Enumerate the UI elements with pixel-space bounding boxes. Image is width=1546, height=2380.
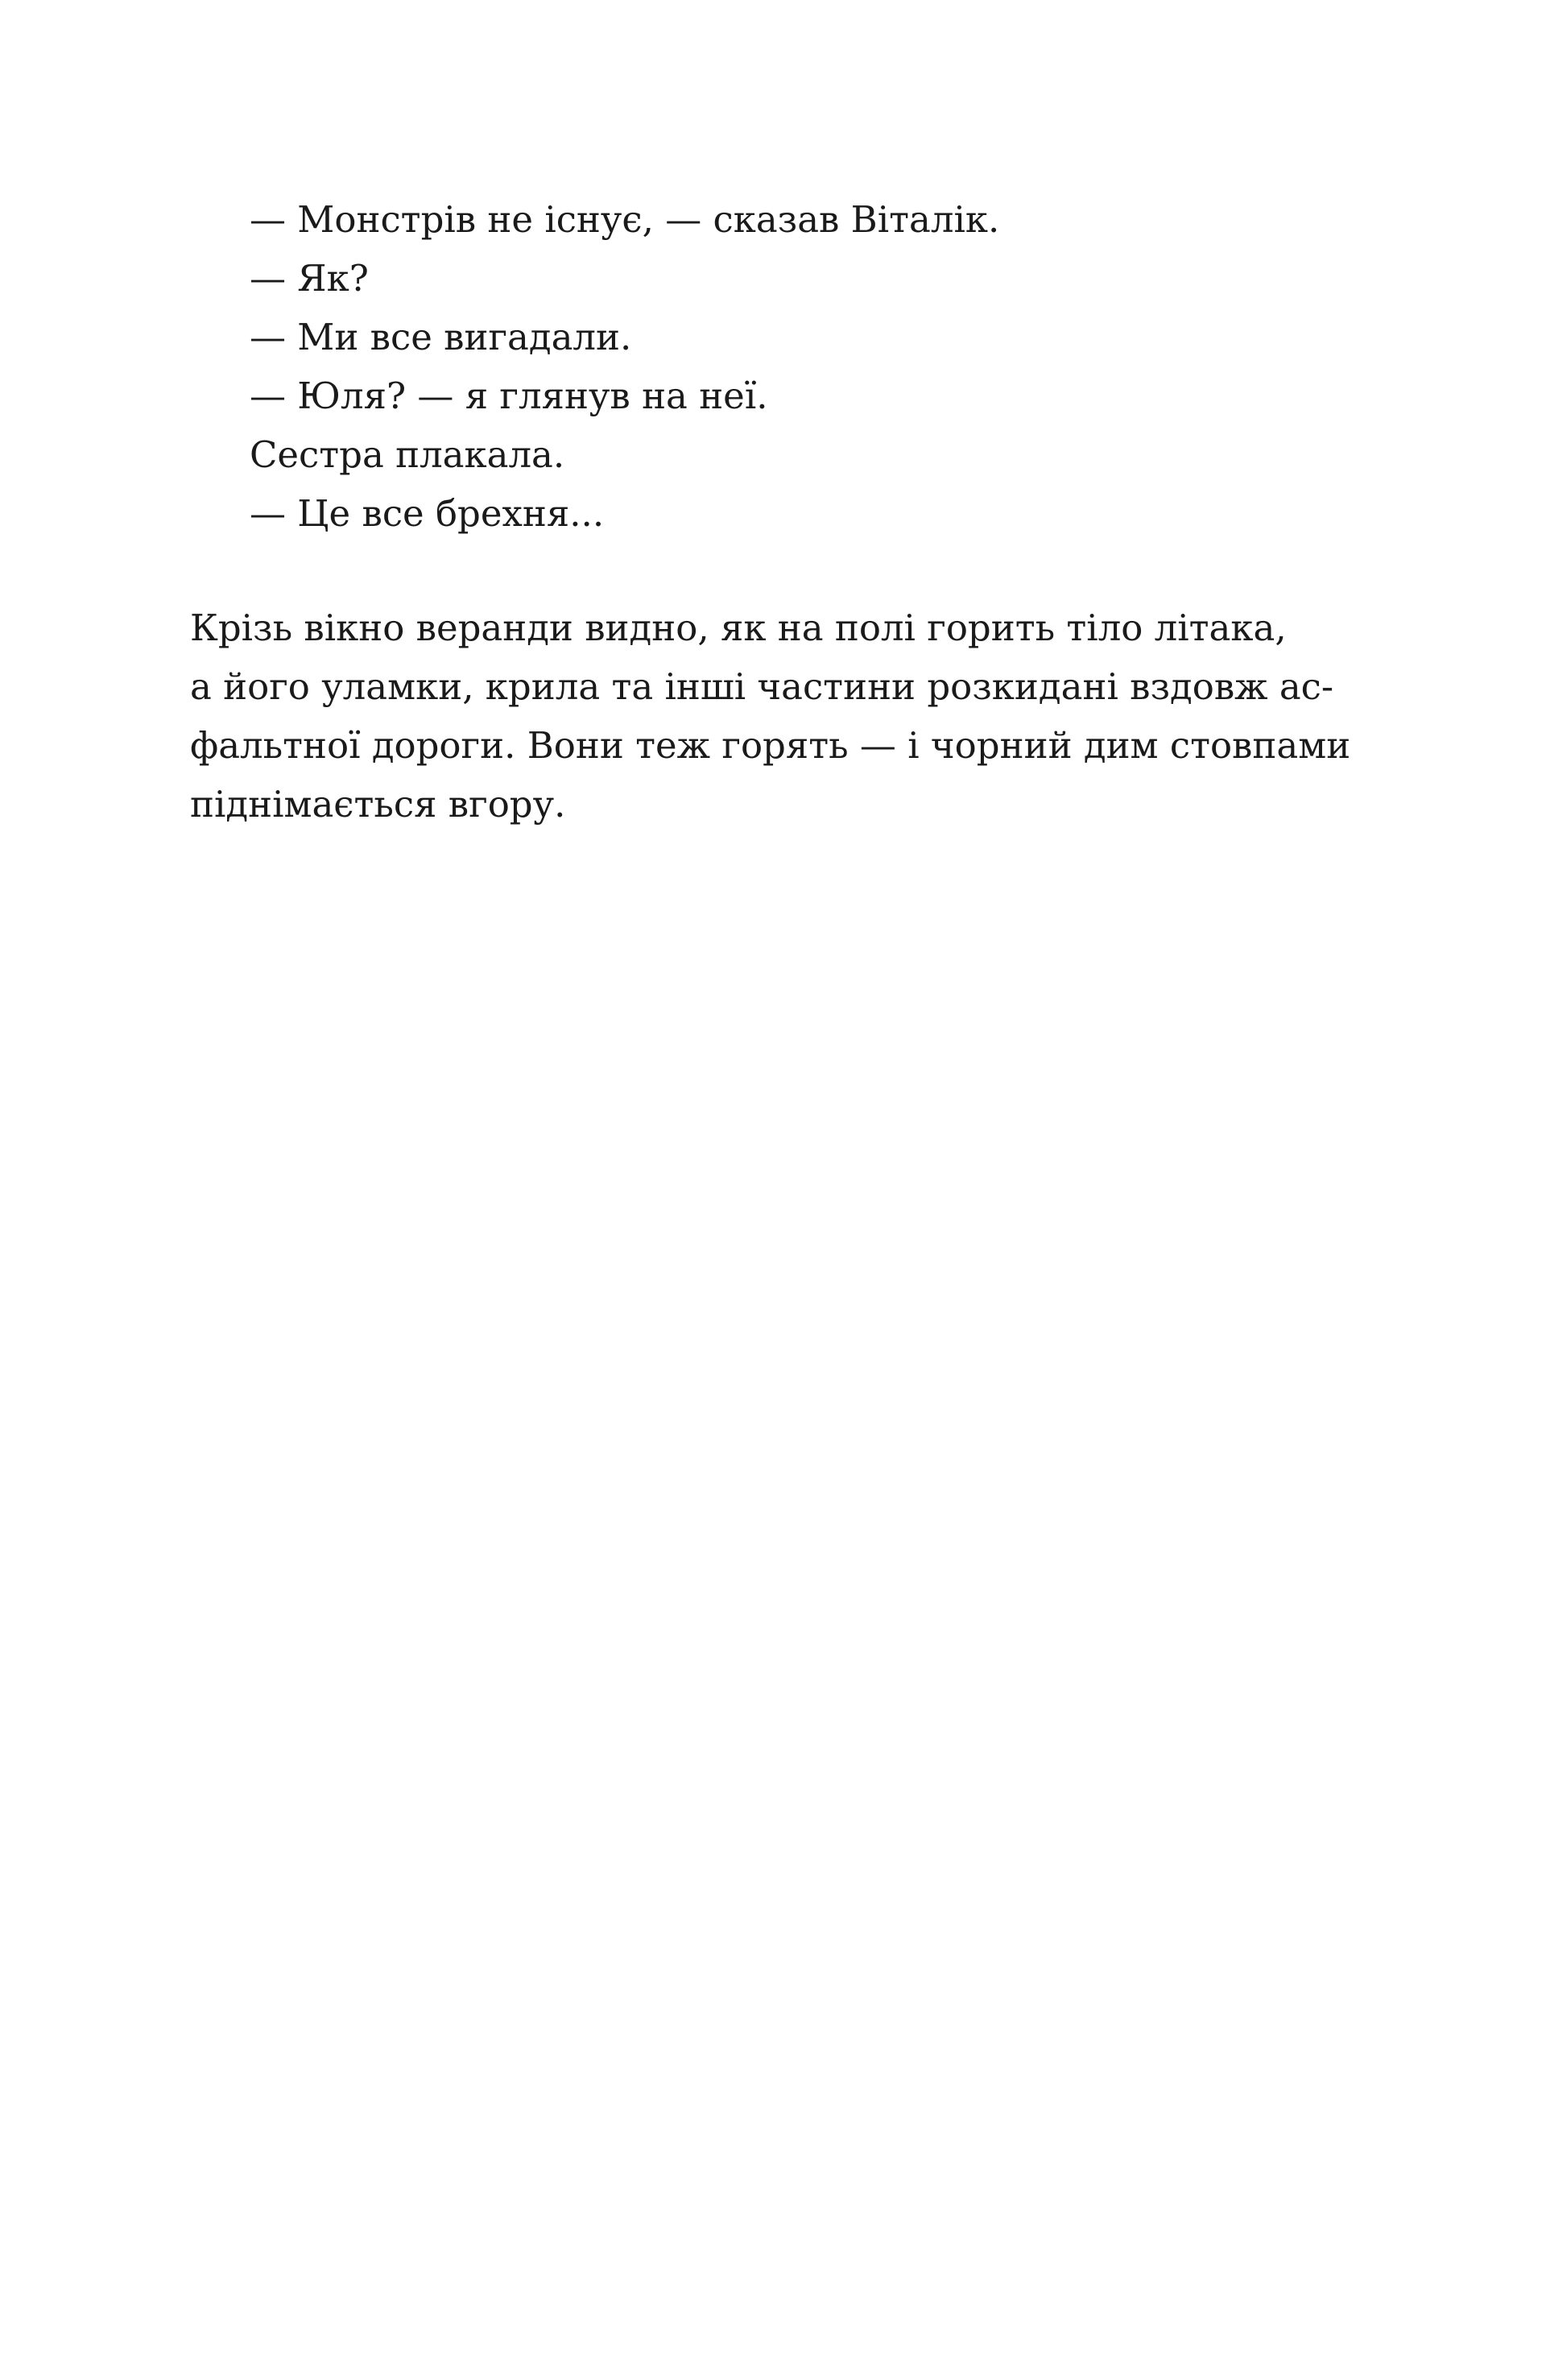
dialogue-line: — Це все брехня... [250,492,605,535]
paragraph-line: а його уламки, крила та інші частини розкидані вздовж ас- [190,665,1334,708]
paragraph-line: Крізь вікно веранди видно, як на полі горить тіло літака, [190,606,1287,649]
paragraph-line: фальтної дороги. Вони теж горять — і чорний дим стовпами [190,724,1351,767]
dialogue-line: Сестра плакала. [250,433,565,476]
dialogue-line: — Монстрів не існує, — сказав Віталік. [250,198,1000,241]
dialogue-line: — Як? [250,257,369,300]
dialogue-line: — Ми все вигадали. [250,316,632,358]
paragraph-line: піднімається вгору. [190,783,566,826]
narration-paragraph [190,598,1366,834]
dialogue-block [250,190,1377,543]
dialogue-line: — Юля? — я глянув на неї. [250,375,768,417]
